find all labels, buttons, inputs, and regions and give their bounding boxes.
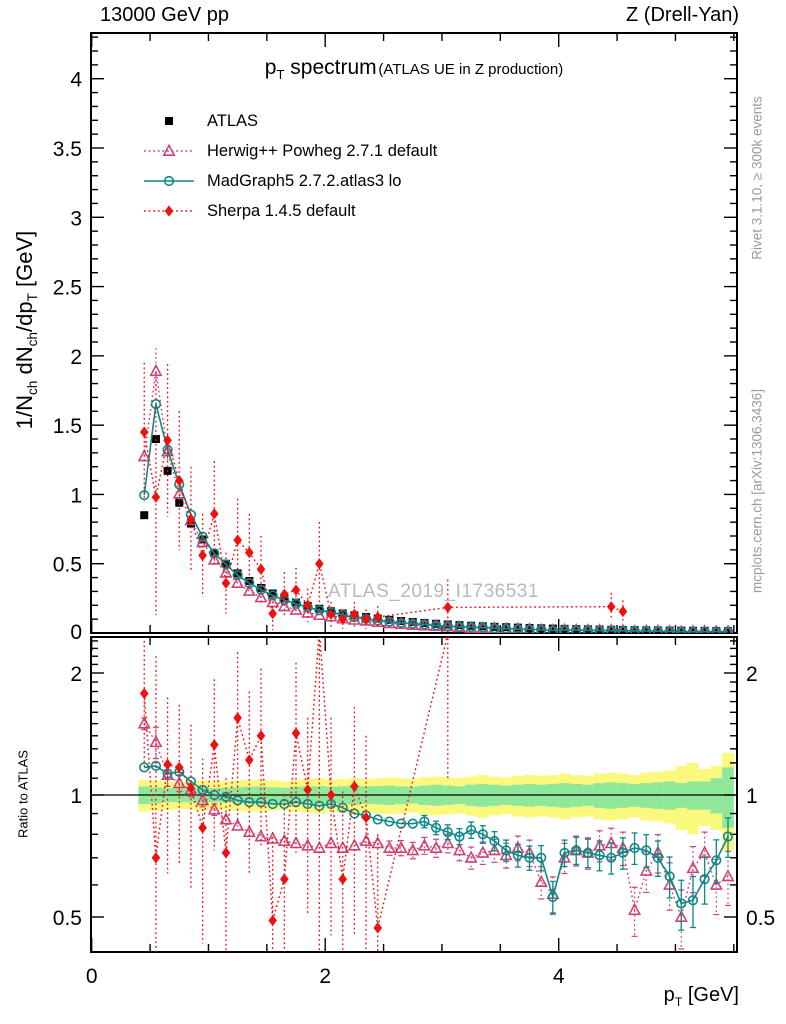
x-axis-title-part: p (663, 984, 675, 1006)
svg-text:0.5: 0.5 (52, 553, 82, 577)
title-analysis: (ATLAS UE in Z production) (378, 61, 564, 78)
svg-text:0.5: 0.5 (746, 907, 776, 930)
legend-label: ATLAS (207, 111, 259, 130)
y-axis-title-part: dN (11, 346, 37, 381)
svg-text:3.5: 3.5 (52, 138, 82, 162)
legend-item-sherpa (141, 196, 437, 226)
side-note-top: Rivet 3.1.10, ≥ 300k events (749, 96, 765, 260)
svg-text:2: 2 (319, 965, 332, 988)
legend-item-madgraph (141, 166, 437, 196)
title-observable: p (264, 56, 277, 79)
data-marker-icon (141, 112, 197, 130)
y-axis-title-part: [GeV] (11, 230, 37, 294)
svg-text:4: 4 (70, 68, 82, 92)
svg-text:0: 0 (70, 621, 82, 644)
legend-item-atlas (141, 106, 437, 136)
y-axis-title-sub: ch (25, 380, 41, 396)
svg-text:2: 2 (70, 345, 82, 369)
title-subscript: T (276, 67, 285, 83)
diamond-marker-icon (141, 202, 197, 220)
y-axis-title (12, 231, 40, 430)
y-axis-title-sub: T (25, 293, 41, 302)
title-text: spectrum (284, 56, 377, 79)
ratio-axis-title: Ratio to ATLAS (15, 750, 31, 838)
svg-text:1.5: 1.5 (52, 415, 82, 439)
y-axis-title-part: /dp (11, 301, 37, 332)
svg-text:2: 2 (70, 663, 82, 686)
process-label: Z (Drell-Yan) (626, 4, 739, 26)
svg-text:2.5: 2.5 (52, 276, 82, 300)
legend-swatch-madgraph (141, 172, 197, 190)
legend-label: Herwig++ Powheg 2.7.1 default (207, 141, 438, 160)
triangle-marker-icon (141, 142, 197, 160)
svg-text:2: 2 (746, 663, 758, 686)
circle-marker-icon (141, 172, 197, 190)
legend-swatch-atlas (141, 112, 197, 130)
plot-title (91, 56, 737, 82)
legend-swatch-herwig (141, 142, 197, 160)
svg-text:1: 1 (746, 785, 758, 808)
y-axis-title-sub: ch (25, 332, 41, 347)
svg-text:0: 0 (85, 965, 98, 988)
legend (141, 106, 437, 226)
svg-text:3: 3 (70, 207, 82, 231)
side-note-bottom: mcplots.cern.ch [arXiv:1306.3436] (749, 388, 765, 594)
beam-energy-label: 13000 GeV pp (100, 4, 229, 26)
legend-swatch-sherpa (141, 202, 197, 220)
legend-item-herwig (141, 136, 437, 166)
x-axis-title-sub: T (674, 995, 683, 1009)
legend-label: Sherpa 1.4.5 default (207, 201, 356, 220)
legend-label: MadGraph5 2.7.2.atlas3 lo (207, 171, 402, 190)
watermark: ATLAS_2019_I1736531 (328, 581, 539, 602)
svg-text:0.5: 0.5 (52, 907, 82, 930)
y-axis-title-part: 1/N (11, 395, 37, 430)
svg-text:4: 4 (552, 965, 565, 988)
x-axis-title-part: [GeV] (682, 984, 739, 1006)
svg-text:1: 1 (70, 785, 82, 808)
x-axis-title (664, 984, 739, 1009)
svg-text:1: 1 (70, 484, 82, 508)
